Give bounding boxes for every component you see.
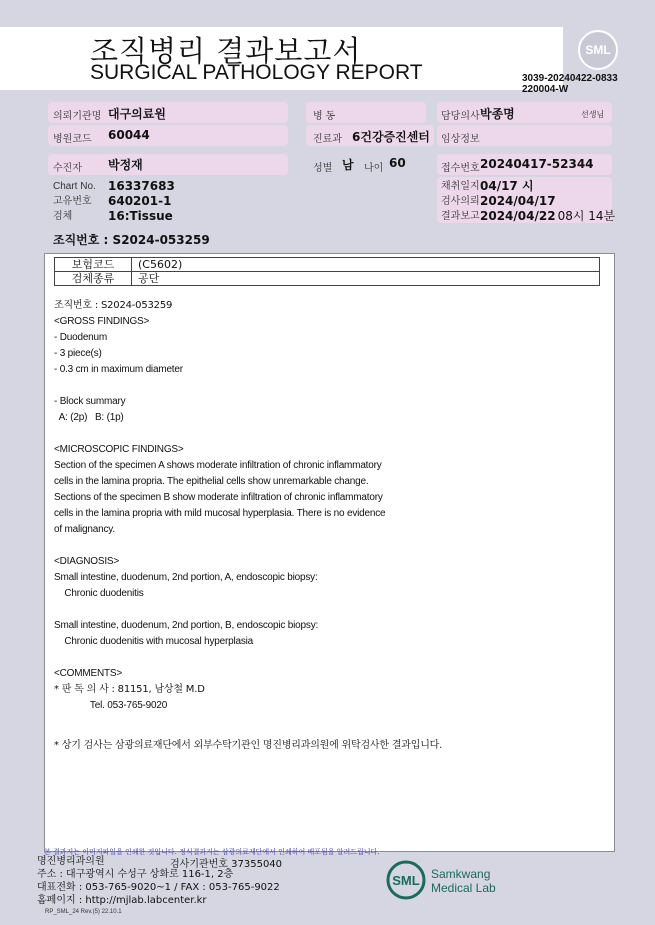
report-line: <MICROSCOPIC FINDINGS> [54,444,184,455]
request-value: 2024/04/17 [480,194,556,208]
footer-institution-code: 검사기관번호 37355040 [170,859,283,870]
report-line: A: (2p) B: (1p) [54,412,124,423]
date-labels [441,179,480,224]
clinical-label: 임상정보 [441,134,480,145]
patient-label: 수진자 [53,163,82,174]
unique-no-label: 고유번호 [53,196,92,207]
report-time: 08시 14분 [557,209,616,223]
report-line: 조직번호 : S2024-053259 [54,300,173,311]
samkwang-lab-name [431,867,496,895]
report-line [54,714,604,730]
patient-field-bg [48,154,288,175]
sex-value: 남 [342,158,354,172]
age-value: 60 [389,156,406,170]
tissue-number [53,231,210,248]
tissue-number-value: S2024-053259 [112,233,210,247]
report-line [54,602,604,618]
receipt-label: 접수번호 [441,163,480,174]
report-line [54,378,604,394]
report-line: of malignancy. [54,524,115,535]
report-line: Chronic duodenitis [54,588,144,599]
report-line [54,426,604,442]
report-line: - Duodenum [54,332,108,343]
code-table-value: (C5602) [132,258,600,272]
footer-clinic: 명진병리과의원 [37,856,105,867]
report-line: Section of the specimen A shows moderate infiltration of chronic inflammatory [54,460,382,471]
doctor-suffix: 선생님 [581,110,605,119]
report-line: Chronic duodenitis with mucosal hyperplasia [54,636,254,647]
institution-value: 대구의료원 [108,107,166,121]
sml-logo-icon: SML [578,30,618,70]
report-line: - 3 piece(s) [54,348,102,359]
date-values [480,179,615,224]
code-table-value: 공단 [132,272,600,286]
report-title-korean: 조직병리 결과보고서 [90,34,362,68]
age-label: 나이 [364,163,384,174]
hospital-code-value: 60044 [108,128,150,142]
footer-homepage: 홈페이지 : http://mjlab.labcenter.kr [37,895,207,906]
report-line: Small intestine, duodenum, 2nd portion, B, endoscopic biopsy: [54,620,319,631]
report-title-english: SURGICAL PATHOLOGY REPORT [90,61,423,84]
request-label: 검사의뢰 [441,196,480,207]
code-table-key: 검체종류 [55,272,132,286]
report-line: <GROSS FINDINGS> [54,316,150,327]
report-line: * 판 독 의 사 : 81151, 남상철 M.D [54,684,205,695]
report-line: cells in the lamina propria with mild mucosal hyperplasia. There is no evidence [54,508,386,519]
specimen-label: 검체 [53,211,73,222]
ward-label: 병 동 [313,111,336,122]
report-line [54,650,604,666]
report-line: cells in the lamina propria. The epithelial cells show unremarkable change. [54,476,369,487]
institution-label: 의뢰기관명 [53,111,102,122]
hospital-code-label: 병원코드 [53,134,92,145]
report-line: <DIAGNOSIS> [54,556,120,567]
footer-address: 주소 : 대구광역시 수성구 상화로 116-1, 2층 [37,869,234,880]
receipt-value: 20240417-52344 [480,157,594,171]
barcode-line-1: 3039-20240422-0833 [522,73,618,84]
code-table-row [55,258,600,272]
report-line: - 0.3 cm in maximum diameter [54,364,183,375]
unique-no-value: 640201-1 [108,194,172,208]
report-line: Tel. 053-765-9020 [54,700,168,711]
report-line: - Block summary [54,396,126,407]
sex-label: 성별 [313,163,333,174]
collect-value: 04/17 시 [480,179,534,193]
report-line [54,538,604,554]
chart-no-label: Chart No. [53,181,96,192]
patient-id-labels [53,179,96,224]
report-body-panel [44,253,615,852]
footer-phone: 대표전화 : 053-765-9020~1 / FAX : 053-765-9022 [37,882,280,893]
barcode-number [522,73,618,95]
chart-no-value: 16337683 [108,179,175,193]
report-line: <COMMENTS> [54,668,123,679]
lab-name-line-2: Medical Lab [431,881,496,895]
tissue-number-label: 조직번호 : [53,233,109,247]
image-print-notice: 본 결과지는 이미지파일을 인쇄한 것입니다. 정식결과지는 삼광의료재단에서 인쇄하여 배포됨을 알려드립니다. [44,848,380,856]
doctor-value: 박종명 [480,107,515,121]
code-table [54,257,600,286]
patient-value: 박정재 [108,158,143,172]
report-line: Small intestine, duodenum, 2nd portion, A, endoscopic biopsy: [54,572,318,583]
dept-label: 진료과 [313,134,342,145]
code-table-row [55,272,600,286]
samkwang-logo-icon [386,860,426,900]
dept-value: 6건강증진센터 [352,130,430,144]
report-line: Sections of the specimen B show moderate infiltration of chronic inflammatory [54,492,383,503]
code-table-key: 보험코드 [55,258,132,272]
lab-name-line-1: Samkwang [431,867,491,881]
report-line: * 상기 검사는 삼광의료재단에서 외부수탁기관인 명진병리과의원에 위탁검사한 결과입니다. [54,740,443,751]
patient-id-values [108,179,175,224]
specimen-value: 16:Tissue [108,209,173,223]
collect-label: 채취일지 [441,181,480,192]
doctor-label: 담당의사 [441,111,480,122]
samkwang-logo-text: SML [392,873,420,888]
report-text [54,298,604,754]
barcode-line-2: 220004-W [522,84,569,95]
report-value: 2024/04/22 [480,209,556,223]
report-label: 결과보고 [441,211,480,222]
form-code: RP_SML_24 Rev.(5) 22.10.1 [45,909,122,915]
